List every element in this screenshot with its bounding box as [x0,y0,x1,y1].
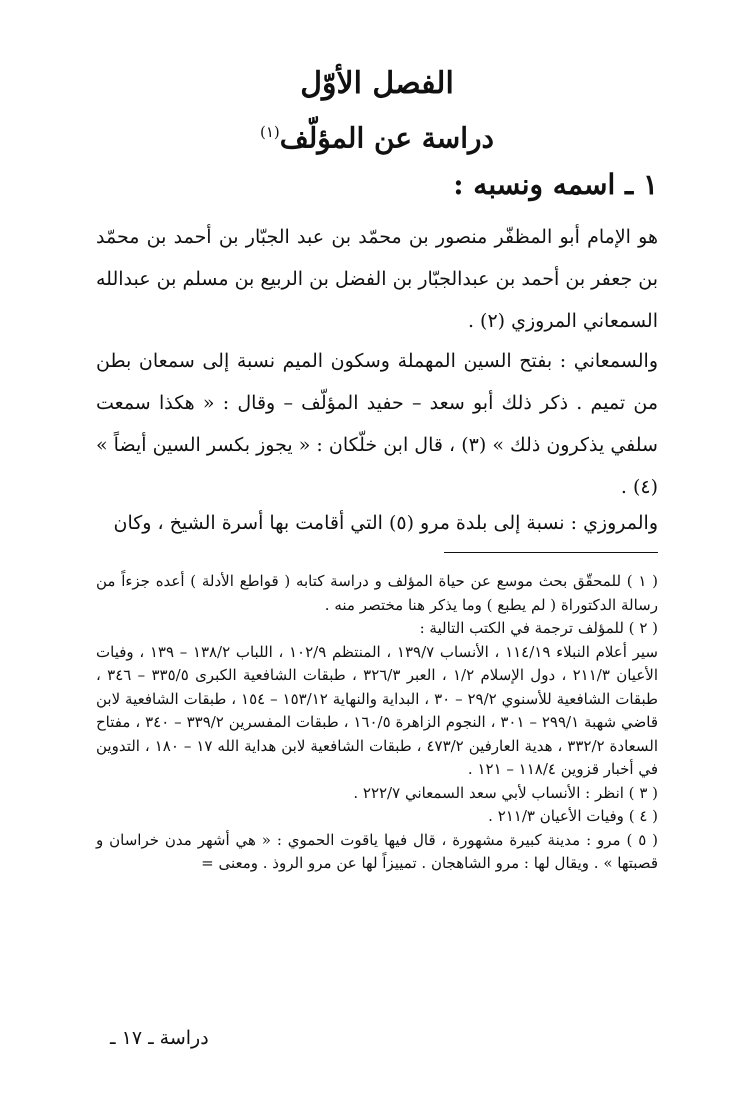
footnote-1: ( ١ ) للمحقّق بحث موسع عن حياة المؤلف و دراسة كتابه ( قواطع الأدلة ) أعده جزءاً من رسالة الدكتوراة ( لم يطبع ) وما يذكر هنا مختصر منه . [96,572,658,614]
paragraph-marwazi-nisba: والمروزي : نسبة إلى بلدة مرو (٥) التي أقامت بها أسرة الشيخ ، وكان [113,512,658,534]
subsection-heading: ١ ـ اسمه ونسبه : [453,168,658,201]
page-number-label: دراسة ـ ١٧ ـ [110,1027,209,1049]
footnote-2-intro: ( ٢ ) للمؤلف ترجمة في الكتب التالية : [419,619,658,637]
footnotes-block [96,570,658,876]
paragraph-samani-nisba: والسمعاني : بفتح السين المهملة وسكون الميم نسبة إلى سمعان بطن من تميم . ذكر ذلك أبو سعد – حفيد المؤلّف – وقال : « هكذا سمعت سلفي يذكرون ذلك » (٣) ، قال ابن خلّكان : « يجوز بكسر السين أيضاً » (٤) . [96,350,658,498]
section-subtitle [0,112,754,158]
footnote-3: ( ٣ ) انظر : الأنساب لأبي سعد السمعاني ٢٢٢/٧ . [353,783,658,802]
chapter-title: الفصل الأوّل [300,66,454,101]
subtitle-footnote-marker: (١) [259,123,280,141]
subtitle-text: دراسة عن المؤلّف [279,121,495,155]
footnote-4: ( ٤ ) وفيات الأعيان ٢١١/٣ . [488,807,658,825]
paragraph-name-lineage: هو الإمام أبو المظفّر منصور بن محمّد بن عبد الجبّار بن أحمد بن محمّد بن جعفر بن أحمد بن عبدالجبّار بن الفضل بن الربيع بن مسلم بن عبدالله السمعاني المروزي (٢) . [96,226,658,332]
footnote-2-sources: سير أعلام النبلاء ١١٤/١٩ ، الأنساب ١٣٩/٧ ، المنتظم ١٠٢/٩ ، اللباب ١٣٨/٢ – ١٣٩ ، وفيات الأعيان ٢١١/٣ ، دول الإسلام ١/٢ ، العبر ٣٢٦/٣ ، طبقات الشافعية الكبرى ٣٣٥/٥ – ٣٤٦ ، طبقات الشافعية للأسنوي ٢٩/٢ – ٣٠ ، البداية والنهاية ١٥٣/١٢ – ١٥٤ ، طبقات الشافعية لابن قاضي شهبة ٢٩٩/١ – ٣٠١ ، النجوم الزاهرة ١٦٠/٥ ، طبقات المفسرين ٣٣٩/٢ – ٣٤٠ ، مفتاح السعادة ٣٣٢/٢ ، هدية العارفين ٤٧٣/٢ ، طبقات الشافعية لابن هداية الله ١٧ – ١٨٠ ، التدوين في أخبار قزوين ١١٨/٤ – ١٢١ . [96,642,658,778]
footnote-5: ( ٥ ) مرو : مدينة كبيرة مشهورة ، قال فيها ياقوت الحموي : « هي أشهر مدن خراسان و قصبتها » . ويقال لها : مرو الشاهجان . تمييزاً لها عن مرو الروذ . ومعنى = [96,830,658,872]
footnote-divider [444,552,658,553]
